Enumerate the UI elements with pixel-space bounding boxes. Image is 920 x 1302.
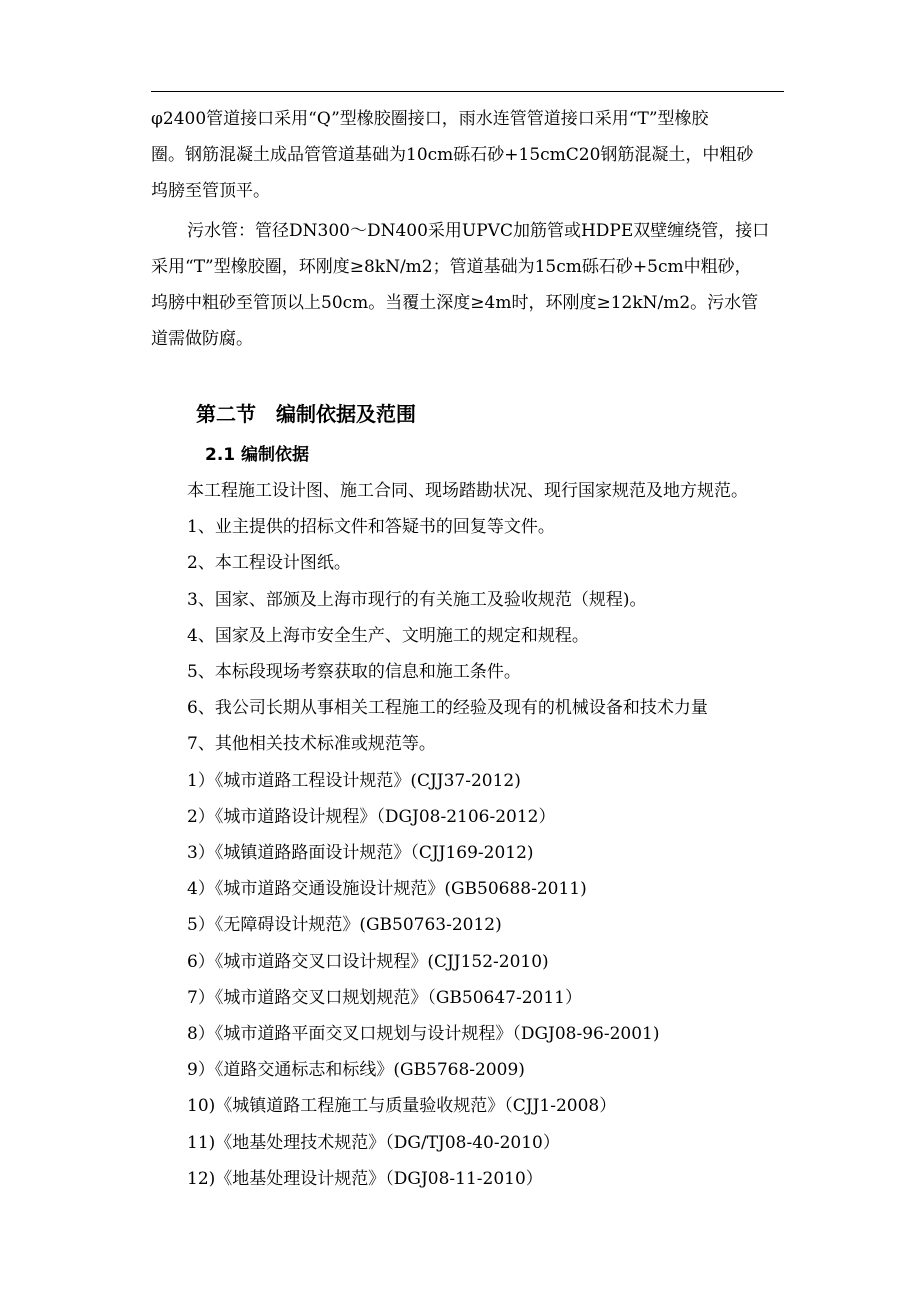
list-item: 3）《城镇道路路面设计规范》（CJJ169-2012): [187, 843, 534, 864]
list-item: 8）《城市道路平面交叉口规划与设计规程》（DGJ08-96-2001): [187, 1024, 660, 1045]
header-rule: [151, 91, 784, 92]
list-item: 7）《城市道路交叉口规划规范》（GB50647-2011）: [187, 987, 582, 1008]
list-item: 本工程施工设计图、施工合同、现场踏勘状况、现行国家规范及地方规范。: [187, 481, 748, 501]
sewage-pipe-paragraph: [151, 213, 791, 357]
list-item: 2、本工程设计图纸。: [187, 553, 351, 574]
list-item: 9）《道路交通标志和标线》(GB5768-2009): [187, 1060, 525, 1081]
list-item: 11)《地基处理技术规范》（DG/TJ08-40-2010）: [187, 1132, 560, 1153]
list-item: 5、本标段现场考察获取的信息和施工条件。: [187, 662, 521, 683]
list-item: 4）《城市道路交通设施设计规范》(GB50688-2011): [187, 879, 587, 900]
list-item: 1、业主提供的招标文件和答疑书的回复等文件。: [187, 517, 555, 538]
text-line: φ2400管道接口采用“Q”型橡胶圈接口，雨水连管管道接口采用“T”型橡胶: [151, 109, 709, 129]
list-item: 10)《城镇道路工程施工与质量验收规范》（CJJ1-2008）: [187, 1096, 617, 1117]
list-item: 2）《城市道路设计规程》（DGJ08-2106-2012）: [187, 806, 556, 827]
list-item: 1）《城市道路工程设计规范》(CJJ37-2012): [187, 770, 521, 791]
section-heading: 第二节 编制依据及范围: [196, 402, 416, 426]
list-item: 3、国家、部颁及上海市现行的有关施工及验收规范（规程)。: [187, 589, 647, 610]
text-line: 圈。钢筋混凝土成品管管道基础为10cm砾石砂+15cmC20钢筋混凝土，中粗砂: [151, 145, 754, 165]
text-line: 坞膀至管顶平。: [151, 181, 270, 201]
list-item: 7、其他相关技术标准或规范等。: [187, 734, 436, 755]
subsection-heading: 2.1 编制依据: [205, 445, 310, 465]
text-line: 污水管：管径DN300～DN400采用UPVC加筋管或HDPE双壁缠绕管，接口: [187, 221, 770, 241]
basis-list: [187, 473, 748, 1197]
rainwater-pipe-paragraph: [151, 101, 791, 209]
list-item: 6）《城市道路交叉口设计规程》(CJJ152-2010): [187, 951, 549, 972]
list-item: 12)《地基处理设计规范》（DGJ08-11-2010）: [187, 1168, 543, 1189]
list-item: 5）《无障碍设计规范》(GB50763-2012): [187, 915, 502, 936]
list-item: 4、国家及上海市安全生产、文明施工的规定和规程。: [187, 625, 589, 646]
text-line: 坞膀中粗砂至管顶以上50cm。当覆土深度≥4m时，环刚度≥12kN/m2。污水管: [151, 293, 759, 313]
text-line: 道需做防腐。: [151, 329, 253, 349]
list-item: 6、我公司长期从事相关工程施工的经验及现有的机械设备和技术力量: [187, 698, 708, 719]
text-line: 采用“T”型橡胶圈，环刚度≥8kN/m2；管道基础为15cm砾石砂+5cm中粗砂，: [151, 257, 752, 277]
